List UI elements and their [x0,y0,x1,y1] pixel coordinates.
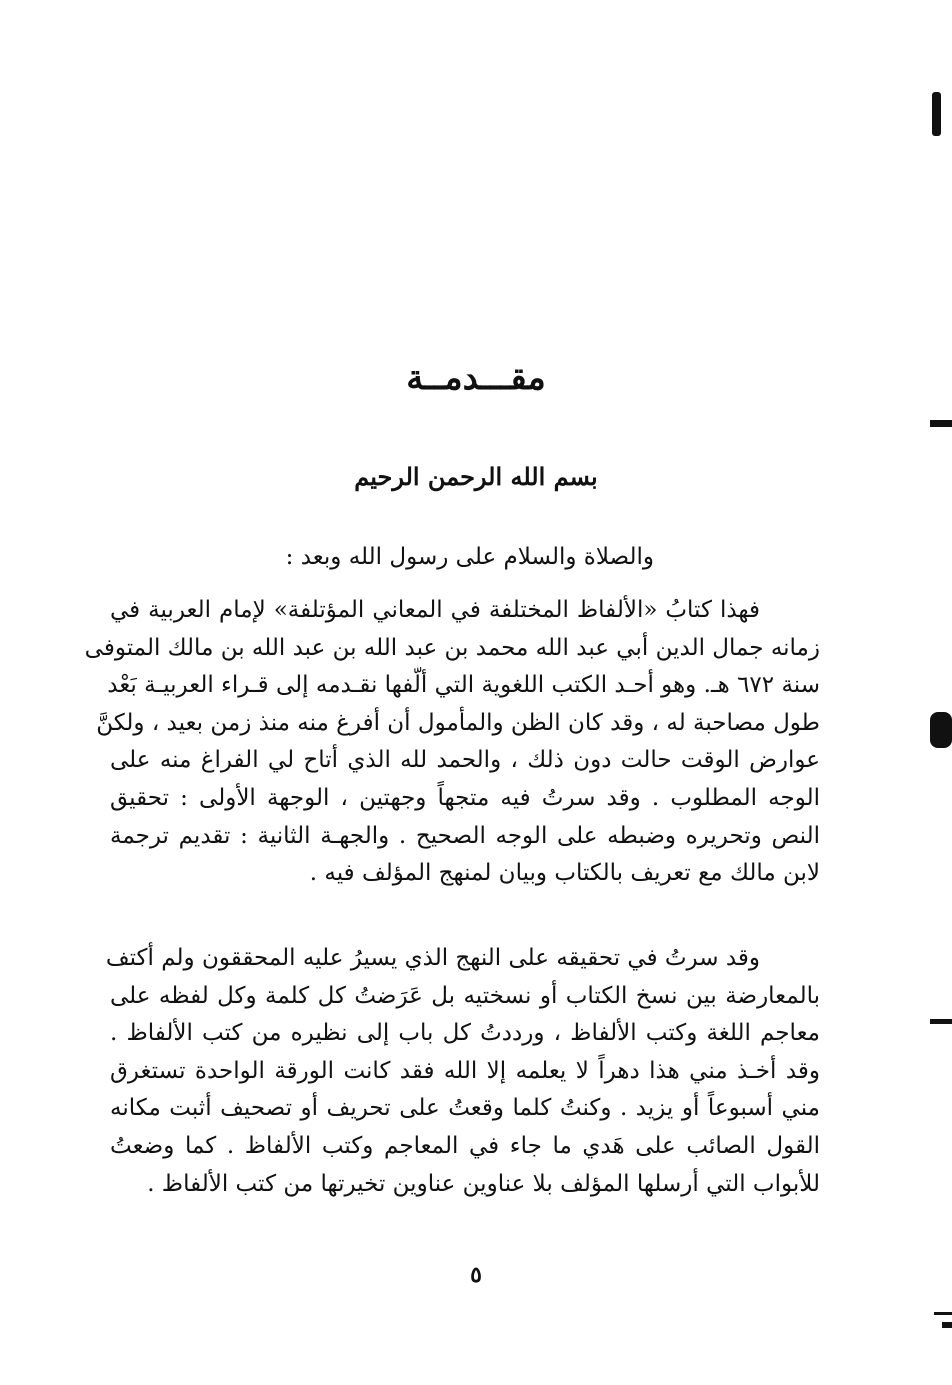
scan-edge-mark [930,712,952,748]
scan-edge-mark [930,420,952,427]
salutation-line: والصلاة والسلام على رسول الله وبعد : [285,544,654,570]
paragraph-line: النص وتحريره وضبطه على الوجه الصحيح . والجهـة الثانية : تقديم ترجمة [110,822,820,849]
paragraph-line: فهذا كتابُ «الألفاظ المختلفة في المعاني المؤتلفة» لإمام العربية في [110,597,760,623]
paragraph-line: القول الصائب على هَدي ما جاء في المعاجم وكتب الألفاظ . كما وضعتُ [110,1132,820,1159]
paragraph-line: الوجه المطلوب . وقد سرتُ فيه متجهاً وجهتين ، الوجهة الأولى : تحقيق [110,784,820,811]
page-number: ٥ [470,1262,482,1288]
paragraph-method [105,940,820,1203]
paragraph-line: سنة ٦٧٢ هـ. وهو أحـد الكتب اللغوية التي ألّفها نقـدمه إلى قـراء العربيـة بَعْد [107,672,820,699]
paragraph-line: عوارض الوقت حالت دون ذلك ، والحمد لله الذي أتاح لي الفراغ منه على [110,747,820,774]
paragraph-line: طول مصاحبة له ، وقد كان الظن والمأمول أن أفرغ منه منذ زمن بعيد ، ولكنَّ [96,709,820,736]
paragraph-line: بالمعارضة بين نسخ الكتاب أو نسختيه بل عَرَضتُ كل كلمة وكل لفظه على [110,982,820,1009]
paragraph-line: مني أسبوعاً أو يزيد . وكنتُ كلما وقعتُ على تحريف أو تصحيف أثبت مكانه [110,1095,820,1122]
scan-edge-mark [932,92,941,136]
paragraph-line: وقد أخـذ مني هذا دهراً لا يعلمه إلا الله فقد كانت الورقة الواحدة تستغرق [110,1057,820,1084]
scan-edge-mark [930,1019,952,1024]
paragraph-line: للأبواب التي أرسلها المؤلف بلا عناوين عناوين تخيرتها من كتب الألفاظ . [147,1170,820,1197]
paragraph-intro [84,592,820,893]
paragraph-line: معاجم اللغة وكتب الألفاظ ، ورددتُ كل باب إلى نظيره من كتب الألفاظ . [110,1020,820,1047]
paragraph-line: لابن مالك مع تعريف بالكتاب وبيان لمنهج المؤلف فيه . [309,860,820,887]
basmala-heading: بسم الله الرحمن الرحيم [354,462,598,491]
scan-edge-mark [942,1322,952,1328]
paragraph-line: وقد سرتُ في تحقيقه على النهج الذي يسيرُ عليه المحققون ولم أكتف [105,945,760,971]
scan-edge-mark [934,1312,952,1315]
page-title: مقـــدمــة [406,358,546,398]
paragraph-line: زمانه جمال الدين أبي عبد الله محمد بن عبد الله بن عبد الله بن مالك المتوفى [84,634,820,661]
